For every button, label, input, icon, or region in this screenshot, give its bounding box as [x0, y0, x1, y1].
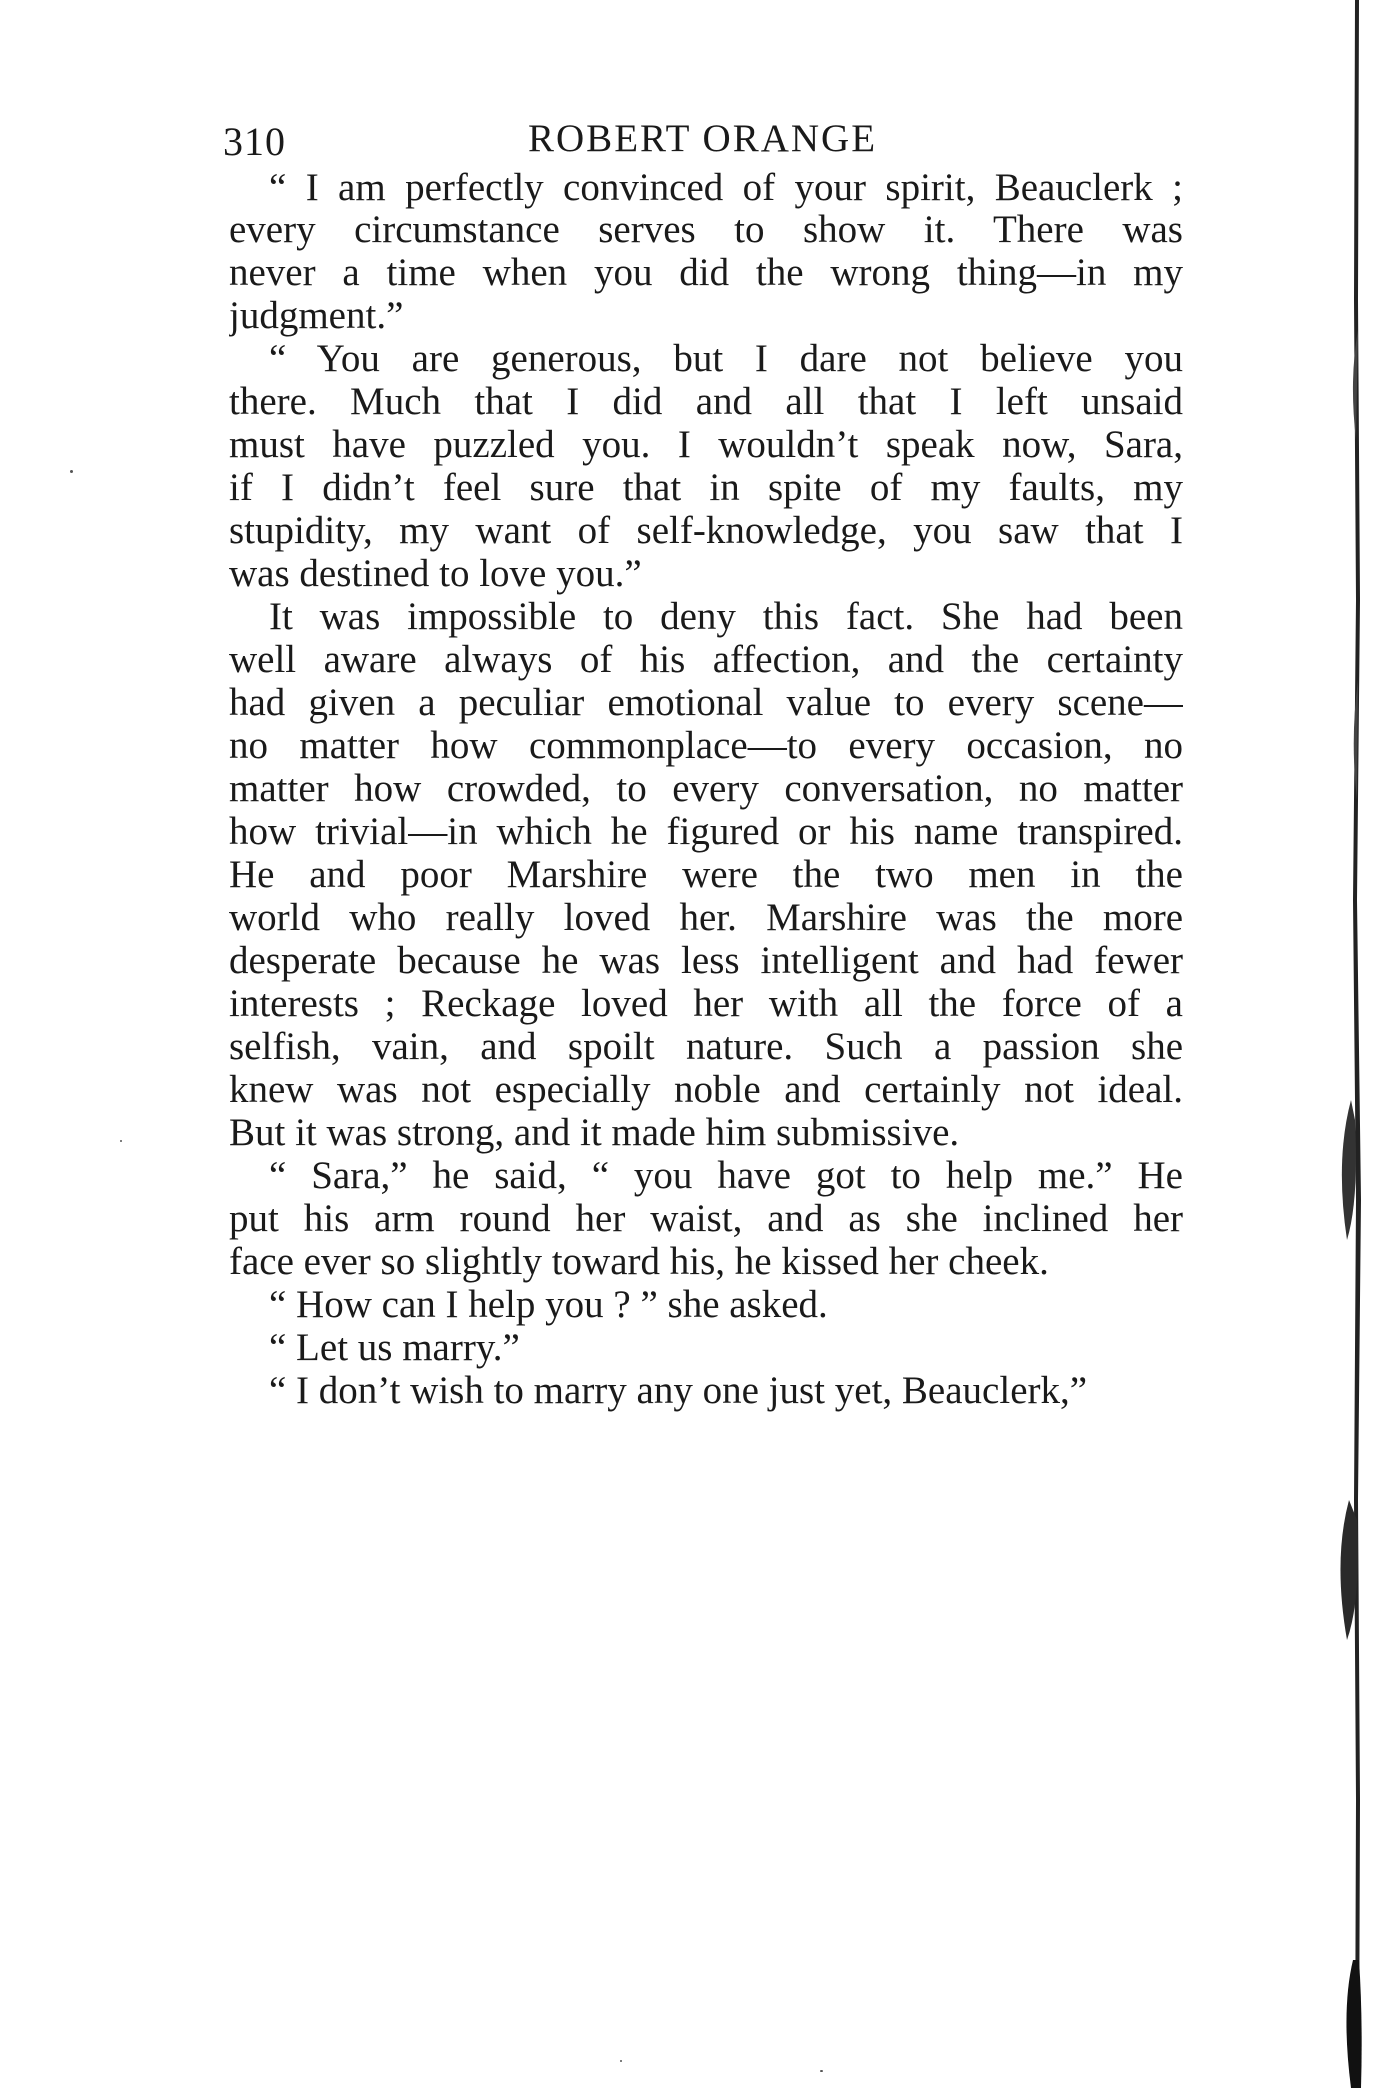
text-line: “ Let us marry.” [269, 1326, 520, 1369]
text-line: “ How can I help you ? ” she asked. [269, 1283, 828, 1326]
text-line: But it was strong, and it made him submissive. [229, 1111, 960, 1154]
text-line: had given a peculiar emotional value to every scene— [229, 681, 1183, 724]
text-line: “ I am perfectly convinced of your spirit, Beauclerk ; [269, 166, 1183, 209]
text-line: no matter how commonplace—to every occasion, no [229, 724, 1183, 767]
text-line: there. Much that I did and all that I left unsaid [229, 380, 1183, 423]
text-line: must have puzzled you. I wouldn’t speak now, Sara, [229, 423, 1183, 466]
text-line: put his arm round her waist, and as she inclined her [229, 1197, 1183, 1240]
text-line: interests ; Reckage loved her with all the force of a [229, 982, 1183, 1025]
text-line: world who really loved her. Marshire was the more [229, 896, 1183, 939]
page-number: 310 [223, 119, 286, 164]
text-line: He and poor Marshire were the two men in the [229, 853, 1183, 896]
text-line: never a time when you did the wrong thing—in my [229, 251, 1183, 294]
text-line: selfish, vain, and spoilt nature. Such a passion she [229, 1025, 1183, 1068]
text-line: desperate because he was less intelligent and had fewer [229, 939, 1183, 982]
paper-speck [820, 2070, 823, 2072]
text-line: “ Sara,” he said, “ you have got to help me.” He [269, 1154, 1183, 1197]
text-line: knew was not especially noble and certainly not ideal. [229, 1068, 1183, 1111]
text-line: “ I don’t wish to marry any one just yet, Beauclerk,” [269, 1369, 1088, 1412]
paper-speck [70, 470, 73, 473]
paper-speck [120, 1140, 122, 1142]
paper-speck [620, 2060, 622, 2062]
text-line: if I didn’t feel sure that in spite of my faults, my [229, 466, 1183, 509]
text-line: well aware always of his affection, and the certainty [229, 638, 1183, 681]
running-head-title: ROBERT ORANGE [528, 117, 878, 160]
text-line: every circumstance serves to show it. There was [229, 208, 1183, 251]
text-line: matter how crowded, to every conversation, no matter [229, 767, 1183, 810]
text-line: stupidity, my want of self-knowledge, you saw that I [229, 509, 1183, 552]
text-line: was destined to love you.” [229, 552, 642, 595]
text-line: face ever so slightly toward his, he kissed her cheek. [229, 1240, 1049, 1283]
text-line: It was impossible to deny this fact. She had been [269, 595, 1183, 638]
text-line: how trivial—in which he figured or his name transpired. [229, 810, 1183, 853]
page-binding-shadow [1325, 0, 1373, 2088]
text-line: judgment.” [229, 294, 404, 337]
text-line: “ You are generous, but I dare not believe you [269, 337, 1183, 380]
